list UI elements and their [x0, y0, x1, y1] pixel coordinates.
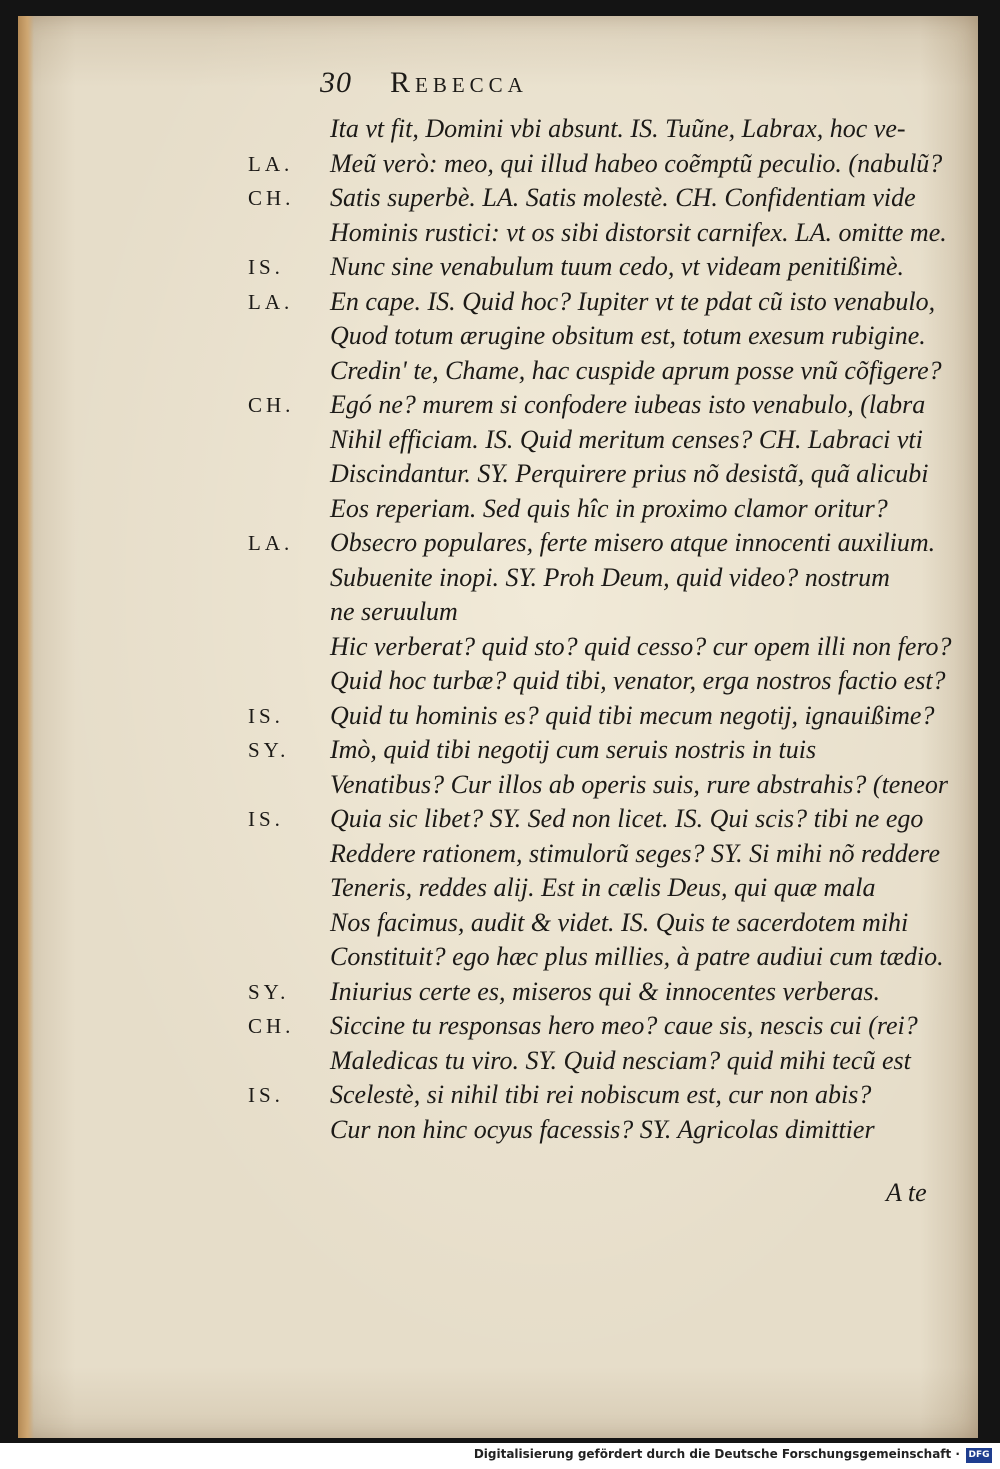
verse-text: Ita vt fit, Domini vbi absunt. IS. Tuũne, Labrax, hoc ve- [330, 114, 906, 143]
verse-line [248, 630, 968, 665]
funding-credit: Digitalisierung gefördert durch die Deutsche Forschungsgemeinschaft · [473, 1447, 960, 1461]
verse-line [248, 285, 968, 320]
verse-line [248, 733, 968, 768]
speaker-label: SY. [248, 979, 290, 1004]
verse-line [248, 457, 968, 492]
verse-text: En cape. IS. Quid hoc? Iupiter vt te pdat cũ isto venabulo, [330, 286, 936, 316]
verse-line [248, 250, 968, 285]
verse-line [248, 595, 968, 630]
verse-text: Constituit? ego hæc plus millies, à patre audiui cum tædio. [330, 942, 944, 971]
dfg-logo: DFG [966, 1448, 992, 1463]
speaker-label: CH. [248, 186, 295, 210]
verse-text: Egó ne? murem si confodere iubeas isto venabulo, (labra [330, 390, 926, 419]
verse-text: Quid tu hominis es? quid tibi mecum negotij, ignauißime? [330, 700, 935, 730]
verse-text: Eos reperiam. Sed quis hîc in proximo clamor oritur? [330, 493, 888, 523]
verse-text: Quia sic libet? SY. Sed non licet. IS. Qui scis? tibi ne ego [330, 804, 924, 833]
verse-text: Venatibus? Cur illos ab operis suis, rure abstrahis? (teneor [330, 769, 949, 799]
verse-line [248, 216, 968, 251]
verse-line [248, 699, 968, 734]
footer-bar [0, 1443, 1000, 1469]
page-number: 30 [320, 66, 352, 99]
verse-text: Imò, quid tibi negotij cum seruis nostris in tuis [330, 735, 817, 764]
verse-line [248, 492, 968, 527]
speaker-label: CH. [248, 393, 295, 417]
speaker-label: LA. [248, 151, 294, 176]
verse-line [248, 423, 968, 458]
verse-line [248, 388, 968, 423]
speaker-label: LA. [248, 289, 294, 314]
verse-line [248, 561, 968, 596]
verse-text: Subuenite inopi. SY. Proh Deum, quid video? nostrum [330, 562, 890, 592]
verse-line [248, 112, 968, 147]
verse-line [248, 147, 968, 182]
speaker-label: IS. [248, 1083, 284, 1107]
page-header [320, 66, 710, 106]
verse-text: Teneris, reddes alij. Est in cælis Deus, qui quæ mala [330, 873, 876, 902]
verse-line [248, 319, 968, 354]
verse-text: Nihil efficiam. IS. Quid meritum censes? CH. Labraci vti [330, 424, 923, 454]
catchword-line [248, 1176, 968, 1211]
verse-line [248, 1113, 968, 1148]
verse-text: Iniurius certe es, miseros qui & innocentes verberas. [330, 976, 880, 1006]
verse-text: Nunc sine venabulum tuum cedo, vt videam penitißimè. [330, 252, 905, 281]
speaker-label: LA. [248, 531, 294, 555]
running-title: Rebecca [390, 66, 528, 99]
verse-text: Quid hoc turbæ? quid tibi, venator, erga nostros factio est? [330, 666, 946, 695]
verse-text: Cur non hinc ocyus facessis? SY. Agricolas dimittier [330, 1114, 875, 1144]
verse-line [248, 354, 968, 389]
verse-text: ne seruulum [330, 597, 458, 626]
verse-line [248, 1044, 968, 1079]
verse-line [248, 975, 968, 1010]
verse-text: Siccine tu responsas hero meo? caue sis, nescis cui (rei? [330, 1011, 918, 1040]
speaker-label: IS. [248, 703, 284, 728]
verse-line [248, 940, 968, 975]
verse-text: Hic verberat? quid sto? quid cesso? cur opem illi non fero? [330, 631, 952, 661]
speaker-label: SY. [248, 738, 290, 762]
verse-line [248, 802, 968, 837]
verse-text: Obsecro populares, ferte misero atque innocenti auxilium. [330, 528, 936, 557]
page-gutter-edge [18, 16, 34, 1438]
verse-line [248, 768, 968, 803]
verse-line [248, 871, 968, 906]
verse-text: Maledicas tu viro. SY. Quid nesciam? quid mihi tecũ est [330, 1045, 911, 1075]
verse-text: Quod totum ærugine obsitum est, totum exesum rubigine. [330, 321, 926, 350]
verse-text: Hominis rustici: vt os sibi distorsit carnifex. LA. omitte me. [330, 217, 947, 247]
speaker-label: CH. [248, 1014, 295, 1038]
verse-line [248, 1009, 968, 1044]
verse-line [248, 906, 968, 941]
verse-text: Credin' te, Chame, hac cuspide aprum posse vnũ cõfigere? [330, 355, 942, 385]
verse-text: Reddere rationem, stimulorũ seges? SY. Si mihi nõ reddere [330, 838, 940, 868]
verse-text: Meũ verò: meo, qui illud habeo coẽmptũ peculio. (nabulũ? [330, 148, 943, 178]
verse-line [248, 1078, 968, 1113]
verse-text: Scelestè, si nihil tibi rei nobiscum est, cur non abis? [330, 1080, 872, 1109]
speaker-label: IS. [248, 255, 284, 279]
verse-line [248, 664, 968, 699]
verse-line [248, 526, 968, 561]
verse-text: Satis superbè. LA. Satis molestè. CH. Confidentiam vide [330, 183, 916, 212]
verse-line [248, 181, 968, 216]
verse-text: Nos facimus, audit & videt. IS. Quis te sacerdotem mihi [330, 907, 909, 937]
speaker-label: IS. [248, 807, 284, 831]
verse-text: Discindantur. SY. Perquirere prius nõ desistã, quã alicubi [330, 459, 929, 488]
verse-line [248, 837, 968, 872]
dialogue-text [248, 112, 968, 1147]
catchword: A te [886, 1178, 927, 1207]
